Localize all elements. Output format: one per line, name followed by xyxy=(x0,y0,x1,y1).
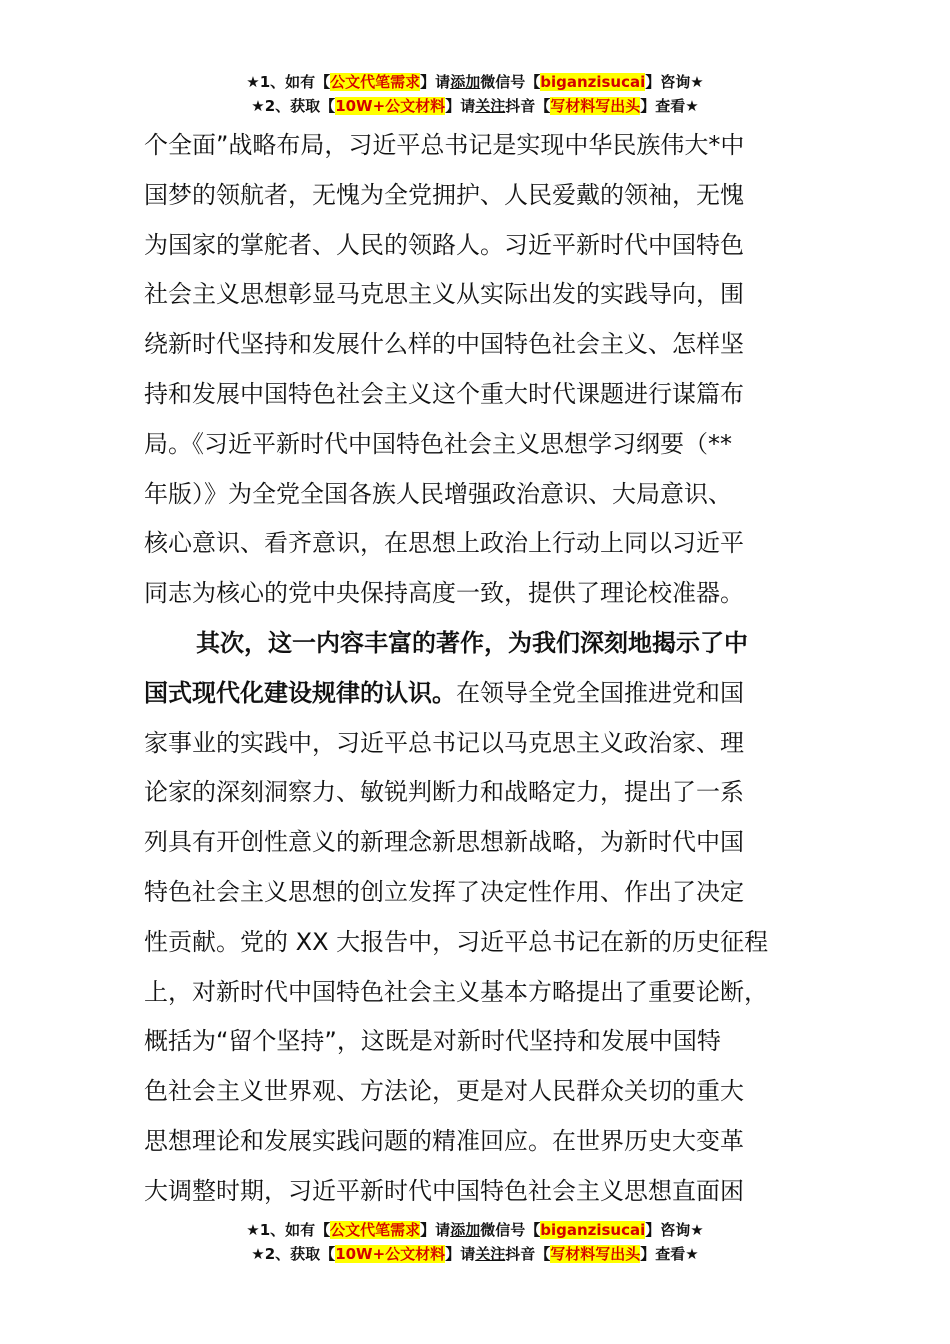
body-line: 绕新时代坚持和发展什么样的中国特色社会主义、怎样坚 xyxy=(144,330,744,359)
body-line: 大调整时期，习近平新时代中国特色社会主义思想直面困 xyxy=(144,1176,744,1205)
banner-line-1 xyxy=(0,70,950,94)
highlight-materials: 10W+公文材料 xyxy=(335,1245,446,1263)
highlight-wechat-id: biganzisucai xyxy=(540,1221,646,1239)
highlight-ghostwriting: 公文代笔需求 xyxy=(330,73,421,91)
banner-text: 】请 xyxy=(420,73,451,91)
paragraph-heading-bold: 国式现代化建设规律的认识。 xyxy=(144,678,456,707)
banner-text-underlined: 添加 xyxy=(450,1221,481,1239)
body-line: 家事业的实践中，习近平总书记以马克思主义政治家、理 xyxy=(144,728,744,757)
body-line: 概括为“留个坚持”，这既是对新时代坚持和发展中国特 xyxy=(144,1027,721,1056)
body-line: 持和发展中国特色社会主义这个重大时代课题进行谋篇布 xyxy=(144,379,744,408)
body-line: 思想理论和发展实践问题的精准回应。在世界历史大变革 xyxy=(144,1126,744,1155)
paragraph-heading-line-2 xyxy=(144,669,806,719)
banner-text: 】请 xyxy=(445,1245,476,1263)
banner-text: ★2、获取【 xyxy=(251,1245,336,1263)
banner-text: ★1、如有【 xyxy=(246,1221,331,1239)
body-line: 列具有开创性意义的新理念新思想新战略，为新时代中国 xyxy=(144,828,744,857)
body-text: 在领导全党全国推进党和国 xyxy=(456,678,744,707)
banner-text: 】查看★ xyxy=(640,1245,699,1263)
highlight-materials: 10W+公文材料 xyxy=(335,97,446,115)
highlight-ghostwriting: 公文代笔需求 xyxy=(330,1221,421,1239)
highlight-douyin: 写材料写出头 xyxy=(550,97,641,115)
body-line: 年版）》为全党全国各族人民增强政治意识、大局意识、 xyxy=(144,479,732,508)
banner-text: 抖音【 xyxy=(505,97,551,115)
banner-text-underlined: 关注 xyxy=(475,97,506,115)
banner-text: ★2、获取【 xyxy=(251,97,336,115)
top-banner xyxy=(0,70,950,118)
highlight-douyin: 写材料写出头 xyxy=(550,1245,641,1263)
paragraph-heading-line: 其次，这一内容丰富的著作，为我们深刻地揭示了中 xyxy=(196,628,748,657)
banner-text: 】咨询★ xyxy=(645,1221,704,1239)
banner-text: 】请 xyxy=(445,97,476,115)
body-line: 特色社会主义思想的创立发挥了决定性作用、作出了决定 xyxy=(144,877,744,906)
body-line: 论家的深刻洞察力、敏锐判断力和战略定力，提出了一系 xyxy=(144,778,744,807)
body-line: 同志为核心的党中央保持高度一致，提供了理论校准器。 xyxy=(144,579,744,608)
banner-line-2 xyxy=(0,1242,950,1266)
banner-text-underlined: 关注 xyxy=(475,1245,506,1263)
bottom-banner xyxy=(0,1218,950,1266)
document-body xyxy=(144,121,806,1217)
banner-text: 】查看★ xyxy=(640,97,699,115)
banner-line-1 xyxy=(0,1218,950,1242)
banner-text-underlined: 添加 xyxy=(450,73,481,91)
body-line: 为国家的掌舵者、人民的领路人。习近平新时代中国特色 xyxy=(144,230,744,259)
body-line: 性贡献。党的 XX 大报告中，习近平总书记在新的历史征程 xyxy=(144,927,769,956)
banner-text: 】咨询★ xyxy=(645,73,704,91)
body-line: 色社会主义世界观、方法论，更是对人民群众关切的重大 xyxy=(144,1077,744,1106)
highlight-wechat-id: biganzisucai xyxy=(540,73,646,91)
body-line: 核心意识、看齐意识，在思想上政治上行动上同以习近平 xyxy=(144,529,744,558)
body-line: 国梦的领航者，无愧为全党拥护、人民爱戴的领袖，无愧 xyxy=(144,180,744,209)
banner-text: 】请 xyxy=(420,1221,451,1239)
banner-line-2 xyxy=(0,94,950,118)
body-line: 社会主义思想彰显马克思主义从实际出发的实践导向，围 xyxy=(144,280,744,309)
body-line: 局。《习近平新时代中国特色社会主义思想学习纲要（** xyxy=(144,429,732,458)
body-line: 个全面”战略布局，习近平总书记是实现中华民族伟大*中 xyxy=(144,131,745,159)
banner-text: 抖音【 xyxy=(505,1245,551,1263)
body-line: 上，对新时代中国特色社会主义基本方略提出了重要论断， xyxy=(144,977,768,1006)
banner-text: ★1、如有【 xyxy=(246,73,331,91)
banner-text: 微信号【 xyxy=(480,1221,541,1239)
banner-text: 微信号【 xyxy=(480,73,541,91)
